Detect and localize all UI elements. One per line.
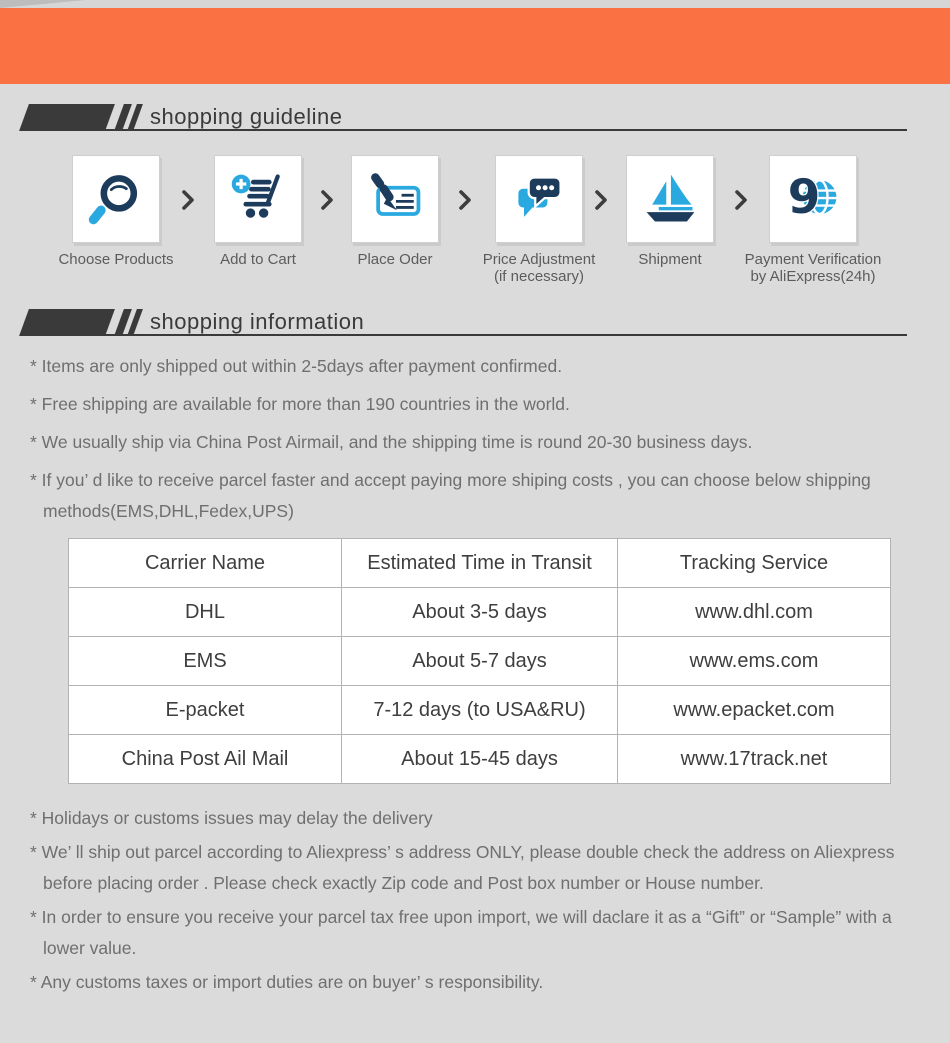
step-label: Place Oder — [357, 251, 433, 268]
chat-bubbles-icon — [495, 155, 583, 243]
tracking-url: www.17track.net — [618, 735, 891, 784]
carrier-cell: EMS — [69, 637, 342, 686]
ribbon-block-icon — [19, 309, 115, 336]
add-to-cart-icon — [214, 155, 302, 243]
tracking-url: www.epacket.com — [618, 686, 891, 735]
column-header: Tracking Service — [618, 539, 891, 588]
step-label: Add to Cart — [220, 251, 296, 268]
note: * Items are only shipped out within 2-5days after payment confirmed. — [30, 356, 563, 376]
step-sublabel: by AliExpress(24h) — [750, 268, 876, 285]
orange-banner — [0, 8, 950, 84]
table-row — [69, 588, 891, 637]
guideline-title: shopping guideline — [150, 104, 343, 129]
note: * Any customs taxes or import duties are on buyer’ s responsibility. — [30, 972, 544, 992]
transit-cell: 7-12 days (to USA&RU) — [342, 686, 618, 735]
top-strip — [0, 0, 950, 8]
column-header: Estimated Time in Transit — [342, 539, 618, 588]
carrier-table — [68, 538, 891, 784]
section-header-guideline — [18, 104, 907, 131]
carrier-cell: DHL — [69, 588, 342, 637]
step-label: Shipment — [638, 251, 702, 268]
step-payment-verification — [728, 155, 898, 285]
note: * Free shipping are available for more than 190 countries in the world. — [30, 394, 570, 414]
transit-cell: About 5-7 days — [342, 637, 618, 686]
note: * We usually ship via China Post Airmail, and the shipping time is round 20-30 business days. — [30, 432, 753, 452]
table-row — [69, 637, 891, 686]
step-label: Price Adjustment — [482, 251, 596, 268]
tracking-url: www.ems.com — [618, 637, 891, 686]
tracking-url: www.dhl.com — [618, 588, 891, 637]
step-label: Payment Verification — [744, 251, 882, 268]
column-header: Carrier Name — [69, 539, 342, 588]
sailboat-icon — [626, 155, 714, 243]
note: * If you’ d like to receive parcel faster and accept paying more shiping costs , you can choose below shipping methods(EMS,DHL,Fedex,UPS) — [30, 470, 871, 521]
table-row — [69, 686, 891, 735]
globe-payment-icon — [769, 155, 857, 243]
note: * In order to ensure you receive your parcel tax free upon import, we will daclare it as a “Gift” or “Sample” with a lower value. — [30, 907, 892, 958]
step-sublabel: (if necessary) — [493, 268, 585, 285]
section-header-information — [18, 309, 907, 336]
corner-artifact — [0, 0, 86, 8]
info-notes-top — [30, 351, 910, 527]
header-underline — [23, 129, 907, 131]
ribbon-block-icon — [19, 104, 115, 131]
guideline-steps — [0, 155, 950, 297]
header-underline — [23, 334, 907, 336]
svg-text:9: 9 — [787, 170, 821, 226]
transit-cell: About 3-5 days — [342, 588, 618, 637]
note: * Holidays or customs issues may delay the delivery — [30, 808, 433, 828]
information-title: shopping information — [150, 309, 365, 334]
table-header-row — [69, 539, 891, 588]
search-magnifier-icon — [72, 155, 160, 243]
pen-check-icon — [351, 155, 439, 243]
carrier-cell: E-packet — [69, 686, 342, 735]
table-row — [69, 735, 891, 784]
info-notes-bottom — [30, 803, 910, 998]
transit-cell: About 15-45 days — [342, 735, 618, 784]
note: * We’ ll ship out parcel according to Aliexpress’ s address ONLY, please double check the address on Aliexpress before placing order . Please check exactly Zip code and Post box number or House number. — [30, 842, 895, 893]
carrier-cell: China Post Ail Mail — [69, 735, 342, 784]
step-label: Choose Products — [58, 251, 174, 268]
